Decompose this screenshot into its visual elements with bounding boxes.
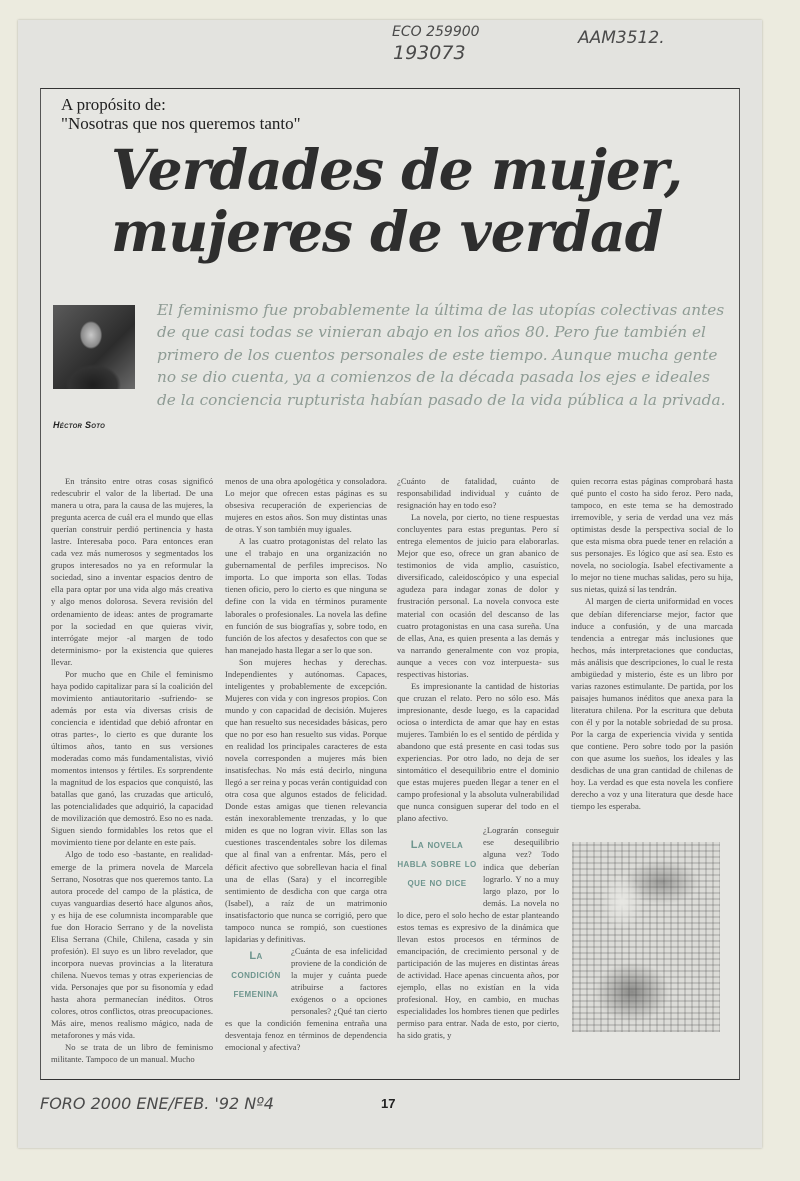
paragraph: No se trata de un libro de feminismo militante. Tampoco de un manual. Mucho (51, 1042, 213, 1065)
archive-code-right: AAM3512. (578, 28, 665, 48)
kicker-line-1: A propósito de: (61, 95, 166, 114)
body-column-3 (397, 475, 559, 1041)
body-column-4 (571, 475, 733, 812)
body-column-2 (225, 475, 387, 1053)
article-illustration (572, 842, 720, 1032)
paragraph: Algo de todo eso -bastante, en realidad- emerge de la primera novela de Marcela Serrano, Nosotras que nos queremos tanto. La autora procede del campo de la plástica, de cuyas vanguardias desertó hace algunos años, y es hija de ese columnista incomparable que fue don Horacio Serrano y de la novelista Elisa Serrana (Chile, Chilena, casada y sin profesión). El suyo es un libro revelador, que incorpora nuevas provincias a la literatura chilena. Nuevos temas y otras experiencias de vida. Personajes que por su fisonomía y edad hasta ahora permanecían inéditos. Otros colores, otros conflictos, otras preocupaciones. Más aire, menos realismo mágico, nada de metaforones y más vida. (51, 849, 213, 1041)
paragraph: Al margen de cierta uniformidad en voces que debían diferenciarse mejor, factor que induce a confusión, y de una marcada tendencia a entregar más inclusiones que hechos, más interpretaciones que conductas, más análisis que descripciones, lo cual le resta ambigüedad y misterio, éste es un libro por varias razones estimulante. De partida, por los paisajes humanos inéditos que anexa para la literatura chilena. Por la escritura que debuta con él y por la notable sobriedad de su prosa. Por la carga de experiencia vivida y sentida que contiene. Pero sobre todo por la pasión con que asume los sueños, los ideales y las desdichas de una gran cantidad de chilenas de hoy. La verdad es que esta novela les confiere derecho a voz y una literatura que desde hace tiempo les esperaba. (571, 596, 733, 812)
paragraph: ¿Cuánto de fatalidad, cuánto de responsabilidad individual y cuánto de resignación hay en todo eso? (397, 476, 559, 511)
body-column-1 (51, 475, 213, 1065)
page-number: 17 (381, 1096, 396, 1111)
pull-quote-la-novela: La novela habla sobre lo que no dice (397, 839, 477, 890)
archive-number-top: 193073 (393, 42, 466, 64)
headline-line-2: mujeres de verdad (111, 199, 663, 264)
paragraph: La novela, por cierto, no tiene respuestas concluyentes para estas preguntas. Pero sí entrega elementos de juicio para elaborarlas. Mejor que eso, ofrece un gran abanico de testimonios de vida amplio, casuístico, diversificado, caleidoscópico y una especial agudeza para indagar zonas de dolor y frustración personal. La novela convoca este material con ocasión del descanso de las cuatro protagonistas en una casa sureña. Una de ellas, Ana, es quien presenta a las demás y va narrando generalmente con voz propia, aunque a veces con voz interpuesta- sus respectivas historias. (397, 512, 559, 679)
article-kicker (61, 95, 301, 133)
paragraph: Es impresionante la cantidad de historias que cruzan el relato. Pero no sólo eso. Más impresionante, desde luego, es la capacidad ociosa o interdicta de amar que hay en estas mujeres. También lo es el sentido de pérdida y abandono que está presente en casi todas sus experiencias. Por otro lado, no deja de ser sintomático el desequilibrio entre el dominio que estas mujeres pueden llegar a tener en el campo profesional y la absoluta vulnerabilidad que nunca consiguen superar del todo en el plano afectivo. (397, 680, 559, 824)
article-headline (111, 139, 731, 263)
paragraph: quien recorra estas páginas comprobará hasta qué punto el costo ha sido feroz. Pero nada, tampoco, en este tema se ha demostrado irremovible, y seria de verdad una vez más optimistas desde la perspectiva social de lo que esta misma obra puede tener en relación a sus personajes. Es lógico que así sea. Esto es novela, no sociología. Isabel efectivamente a lo mejor no tiene muchas salidas, pero su hija, sus nietas, quizá sí las tendrán. (571, 476, 733, 595)
paragraph: Son mujeres hechas y derechas. Independientes y autónomas. Capaces, inteligentes y probablemente de excepción. Mujeres con vida y con ingresos propios. Con mundo y con capacidad de decisión. Mujeres que han resuelto sus necesidades básicas, pero que no por eso han resuelto sus vidas. Porque en realidad los principales caracteres de esta novela corresponden a mujeres más bien insatisfechas. No más está decirlo, ninguna llegó a ser reina y pocas verán contiguidad con otra cosa que algunos estados de felicidad. Donde estas amigas que tienen relevancia están inexorablemente trenzadas, y lo que miden es que no logran vivir. Ellas son las cuestiones trascendentales sobre los dilemas que al final van a enfrentar. Más, pero el déficit afectivo que sobrellevan hacia el final una de ellas (Sara) y el incorregible sentimiento de desdicha con que carga otra (Isabel), a raíz de un matrimonio insatisfactorio que nunca se corrigió, pero que tampoco nunca se rompió, son cuestiones lapidarias y definitivas. (225, 656, 387, 944)
paragraph: Por mucho que en Chile el feminismo haya podido capitalizar para sí la coalición del movimiento antiautoritario -sufriendo- se además por esta vía diversas crisis de conciencia e identidad que debió afrontar en otras partes-, lo cierto es que durante los últimos años, tanto en sus versiones moderadas como más fundamentalistas, vivió momentos intensos y fértiles. Es sorprendente la magnitud de los espacios que conquistó, las batallas que ganó, las cruzadas que articuló, las potencialidades que adquirió, la capacidad de movilización que demostró. Eso no es nada. Siguen siendo formidables los retos que el movimiento tiene por delante en este país. (51, 668, 213, 848)
pull-quote-condicion-femenina: La condición femenina (231, 949, 281, 1000)
kicker-line-2: "Nosotras que nos queremos tanto" (61, 114, 301, 133)
author-name: Héctor Soto (53, 420, 106, 430)
paragraph: En tránsito entre otras cosas significó redescubrir el valor de la libertad. De una manera u otra, para la causa de las mujeres, la pregunta acerca de cuál era el mundo que ellas querían construir perdió pertinencia y hasta lastre. Interesaba poco. Para entonces eran cada vez más numerosos y segmentados los grupos interesados no ya en reformular la sociedad, sino a inventar espacios dentro de ella para optar por una vida algo más creativa y algo menos dolorosa. Severa revisión del ordenamiento de ideas: antes de programarte por la sociedad en que quieras vivir, interrógate mejor -al margen de todo determinismo- por la existencia que quieres llevar. (51, 476, 213, 667)
article-lede: El feminismo fue probablemente la última de las utopías colectivas antes de que casi todas se vinieran abajo en los años 80. Pero fue también el primero de los cuentos personales de este tiempo. Aunque mucha gente no se dio cuenta, ya a comienzos de la década pasada los ejes e ideales de la conciencia rupturista habían pasado de la vida pública a la privada. (157, 301, 726, 409)
headline-line-1: Verdades de mujer, (111, 137, 683, 202)
footer-handwritten-note: FORO 2000 ENE/FEB. '92 Nº4 (40, 1094, 274, 1113)
paragraph: A las cuatro protagonistas del relato las une el trabajo en una organización no gubernamental de perfiles imprecisos. No importa. Lo que importa son ellas. Todas tienen oficio, pero lo cierto es que ninguna se define con la vida en términos puramente laborales o profesionales. La novela las define en función de sus biografías y, sobre todo, en función de los afectos y desafectos con que se han manejado hasta llegar a ser lo que son. (225, 536, 387, 655)
paragraph: menos de una obra apologética y consoladora. Lo mejor que ofrecen estas páginas es su obsesiva recuperación de experiencias de mujeres en estos años. Son muy distintas unas de otras. Y son también muy iguales. (225, 476, 387, 535)
archive-code-top: ECO 259900 (392, 24, 480, 40)
paragraph: ¿Cuánta de esa infelicidad proviene de la condición de la mujer y cuánta puede atribuirse a factores exógenos o a opciones personales? ¿Qué tan cierto es que la condición femenina entraña una desventaja fenoz en términos de dependencia emocional y afectiva? (225, 945, 387, 1053)
author-photo (53, 305, 135, 389)
article-frame (40, 88, 740, 1080)
paragraph: ¿Lograrán conseguir ese desequilibrio alguna vez? Todo indica que deberían lograrlo. Y no a muy largo plazo, por lo demás. La novela no lo dice, pero el solo hecho de estar planteando estos temas es expresivo de la dinámica que llevan estos procesos en términos de emancipación, de crecimiento personal y de participación de las mujeres en distintas áreas de actividad. Hace apenas cincuenta años, por ejemplo, ellas no existían en la vida profesional. Hoy, en cambio, en muchas especialidades los hombres tienen que pedirles permiso para entrar. Nada de esto, por cierto, ha sido gratis, y (397, 825, 559, 1041)
